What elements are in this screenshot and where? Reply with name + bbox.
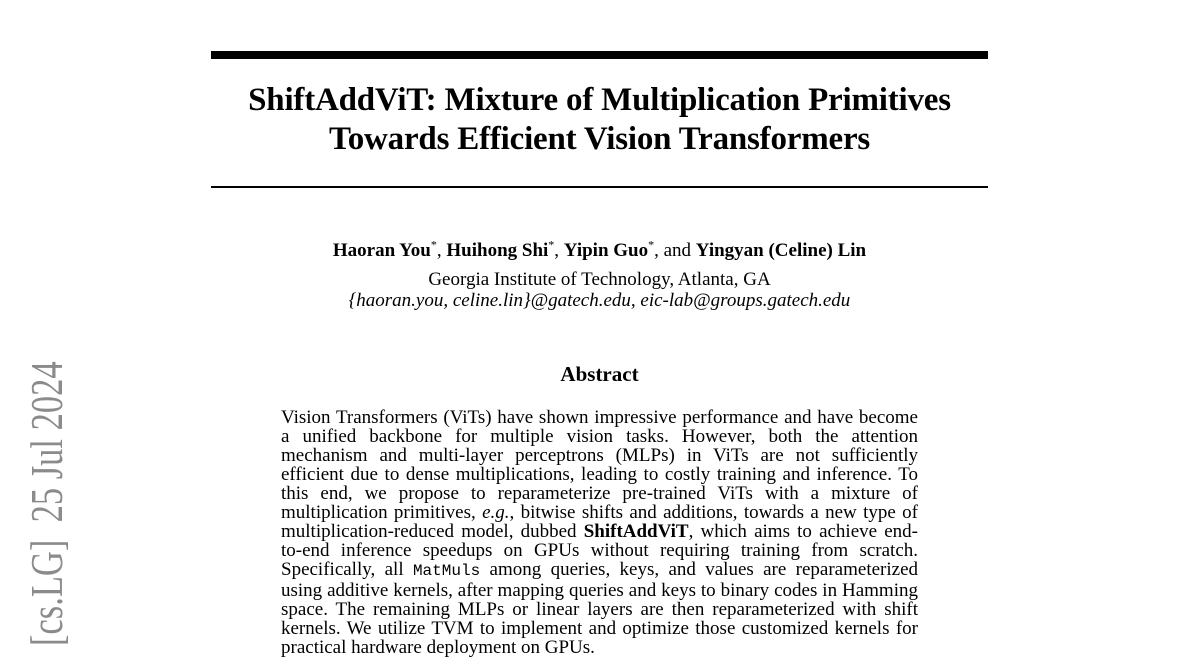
abstract-heading: Abstract xyxy=(560,362,639,386)
title-line-1: ShiftAddViT: Mixture of Multiplication Primitives xyxy=(248,82,951,118)
code-text: MatMuls xyxy=(412,562,481,580)
abstract-text xyxy=(281,408,918,657)
body-text: , which aims to achieve end-to-end inference speedups on GPUs without requiring training from scratch. Specifically, all xyxy=(281,521,918,580)
top-rule xyxy=(211,51,988,59)
author-name: Huihong Shi xyxy=(446,240,549,261)
author-mark: * xyxy=(548,237,555,252)
authors-separator: , xyxy=(554,240,564,261)
title-divider-rule xyxy=(211,186,988,188)
arxiv-watermark: [cs.LG] 25 Jul 2024 xyxy=(21,361,72,646)
author-name: Yipin Guo xyxy=(563,240,649,261)
author-mark: * xyxy=(430,237,437,252)
authors-last-separator: , and xyxy=(654,240,696,261)
emails-line: {haoran.you, celine.lin}@gatech.edu, eic-lab@groups.gatech.edu xyxy=(348,290,851,311)
paper-title xyxy=(211,81,988,159)
authors-separator: , xyxy=(436,240,447,261)
authors-line xyxy=(211,239,988,263)
affiliation-line: Georgia Institute of Technology, Atlanta, GA xyxy=(428,269,771,290)
body-text: among queries, keys, and values are reparameterized using additive kernels, after mapping queries and keys to binary codes in Hamming space. The remaining MLPs or linear layers are then reparameterized with shift kernels. We utilize TVM to implement and optimize those customized kernels for practical hardware deployment on GPUs. xyxy=(281,559,919,658)
body-text: Vision Transformers (ViTs) have shown impressive performance and have become a unified backbone for multiple vision tasks. However, both the attention mechanism and multi-layer perceptrons (MLPs) in ViTs are not sufficiently efficient due to dense multiplications, leading to costly training and inference. To this end, we propose to reparameterize pre-trained ViTs with a mixture of multiplication primitives, xyxy=(281,407,918,523)
author-mark: * xyxy=(648,237,655,252)
body-text: , bitwise shifts and additions, towards a new type of multiplication-reduced model, dubbed xyxy=(281,502,918,542)
italic-text: e.g. xyxy=(482,502,510,523)
bold-text: ShiftAddViT xyxy=(583,521,689,542)
title-line-2: Towards Efficient Vision Transformers xyxy=(328,121,871,157)
author-name: Haoran You xyxy=(332,240,431,261)
author-name: Yingyan (Celine) Lin xyxy=(695,240,867,261)
